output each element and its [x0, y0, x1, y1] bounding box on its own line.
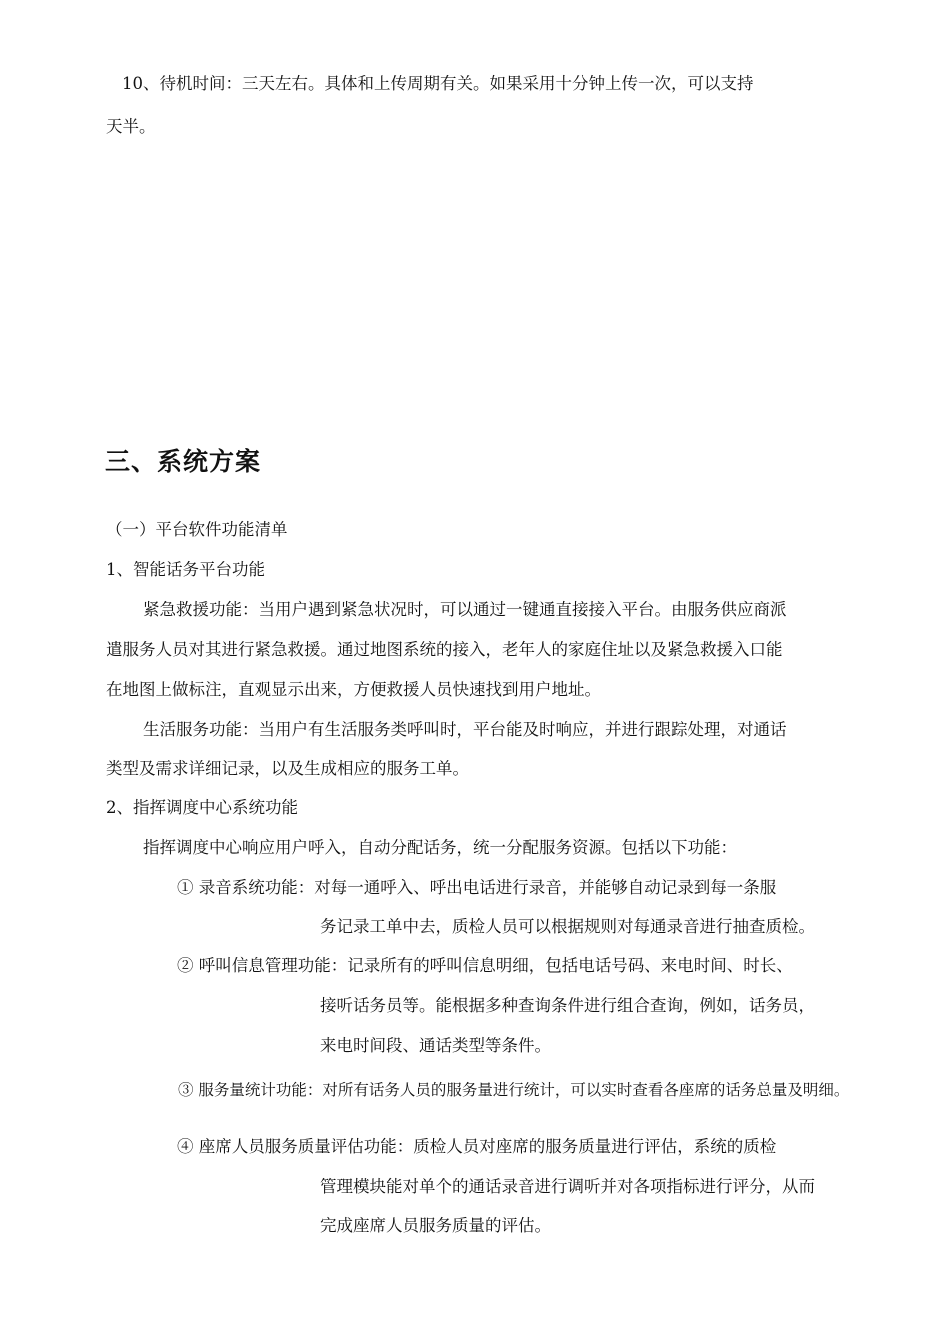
list-item-3: ③ 服务量统计功能：对所有话务人员的服务量进行统计，可以实时查看各座席的话务总量及明细。 — [178, 1081, 850, 1099]
list-item-4-line-3: 完成座席人员服务质量的评估。 — [320, 1216, 551, 1235]
emergency-paragraph-line-3: 在地图上做标注，直观显示出来，方便救援人员快速找到用户地址。 — [106, 680, 601, 699]
dispatch-intro: 指挥调度中心响应用户呼入，自动分配话务，统一分配服务资源。包括以下功能： — [143, 838, 737, 857]
section-title: 三、系统方案 — [105, 447, 262, 476]
subsection-title: （一）平台软件功能清单 — [106, 520, 288, 539]
list-item-2-line-3: 来电时间段、通话类型等条件。 — [320, 1036, 551, 1055]
emergency-paragraph-line-1: 紧急救援功能：当用户遇到紧急状况时，可以通过一键通直接接入平台。由服务供应商派 — [143, 600, 787, 619]
list-item-1-line-2: 务记录工单中去，质检人员可以根据规则对每通录音进行抽查质检。 — [320, 917, 815, 936]
list-item-4-line-1: ④ 座席人员服务质量评估功能：质检人员对座席的服务质量进行评估，系统的质检 — [177, 1137, 777, 1156]
list-item-4-line-2: 管理模块能对单个的通话录音进行调听并对各项指标进行评分，从而 — [320, 1177, 815, 1196]
item-2-title: 2、指挥调度中心系统功能 — [106, 798, 298, 817]
standby-time-line-continued: 天半。 — [106, 117, 156, 136]
standby-time-line: 10、待机时间：三天左右。具体和上传周期有关。如果采用十分钟上传一次，可以支持 — [122, 74, 754, 93]
emergency-paragraph-line-2: 遣服务人员对其进行紧急救援。通过地图系统的接入，老年人的家庭住址以及紧急救援入口能 — [106, 640, 783, 659]
life-service-paragraph-line-1: 生活服务功能：当用户有生活服务类呼叫时，平台能及时响应，并进行跟踪处理，对通话 — [143, 720, 787, 739]
item-1-title: 1、智能话务平台功能 — [106, 560, 265, 579]
list-item-2-line-1: ② 呼叫信息管理功能：记录所有的呼叫信息明细，包括电话号码、来电时间、时长、 — [177, 956, 793, 975]
life-service-paragraph-line-2: 类型及需求详细记录，以及生成相应的服务工单。 — [106, 759, 469, 778]
list-item-2-line-2: 接听话务员等。能根据多种查询条件进行组合查询，例如，话务员， — [320, 996, 815, 1015]
list-item-1-line-1: ① 录音系统功能：对每一通呼入、呼出电话进行录音，并能够自动记录到每一条服 — [177, 878, 777, 897]
